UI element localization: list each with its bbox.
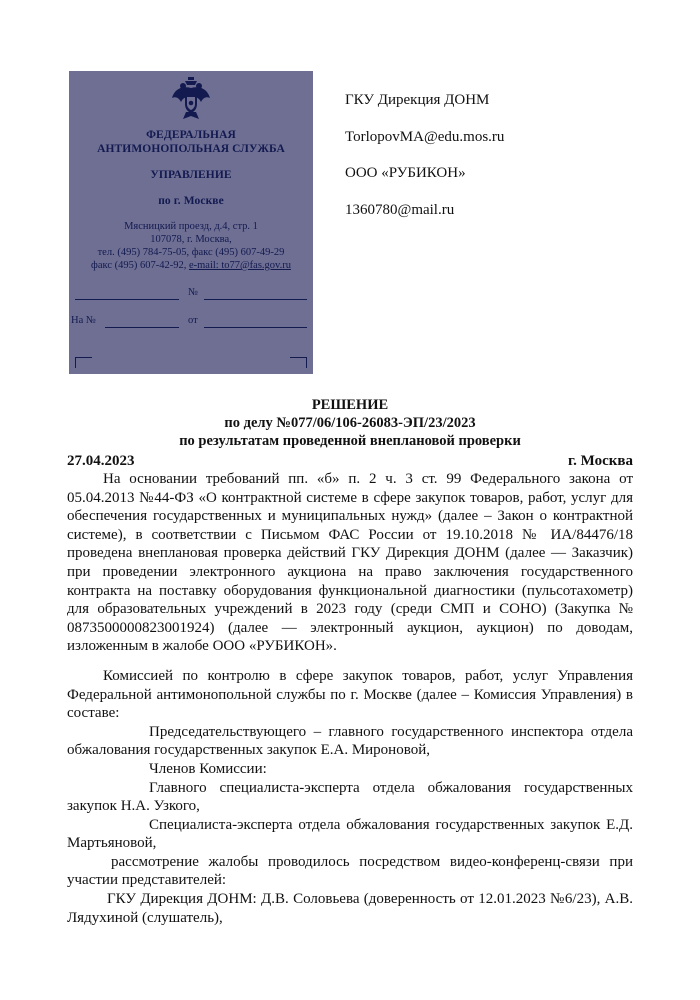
paragraph-member-2: Специалиста-эксперта отдела обжалования государственных закупок Е.Д. Мартьяновой,: [67, 816, 633, 852]
decision-body: [67, 470, 633, 927]
reference-from-label: от: [188, 315, 198, 326]
decision-title: РЕШЕНИЕ: [311, 397, 389, 413]
number-sign-label: №: [188, 287, 199, 298]
addressee-customer-email[interactable]: TorlopovMA@edu.mos.ru: [345, 129, 505, 145]
decision-date-line: [67, 453, 633, 470]
letterhead-org-line-1: ФЕДЕРАЛЬНАЯ: [146, 129, 236, 141]
paragraph-member-1: Главного специалиста-эксперта отдела обжалования государственных закупок Н.А. Узкого,: [67, 779, 633, 815]
letterhead-address-line-2: 107078, г. Москва,: [150, 234, 232, 245]
address-window-corner-right: [290, 357, 307, 368]
letterhead-email-link[interactable]: e-mail: to77@fas.gov.ru: [188, 260, 291, 271]
paragraph-chairman: Председательствующего – главного государственного инспектора отдела обжалования государственных закупок Е.А. Мироновой,: [67, 723, 633, 759]
decision-subtitle: по результатам проведенной внеплановой проверки: [179, 433, 521, 449]
paragraph-commission: Комиссией по контролю в сфере закупок товаров, работ, услуг Управления Федеральной антимонопольной службы по г. Москве (далее – Комиссия Управления) в составе:: [67, 667, 633, 722]
outgoing-number-blank-line: [204, 299, 307, 300]
double-headed-eagle-emblem-icon: [171, 76, 211, 120]
letterhead-phone-line: тел. (495) 784-75-05, факс (495) 607-49-29: [97, 247, 285, 258]
letterhead-fax: факс (495) 607-42-92,: [91, 260, 189, 271]
addressee-customer: ГКУ Дирекция ДОНМ: [345, 92, 490, 108]
letterhead-org-line-2: АНТИМОНОПОЛЬНАЯ СЛУЖБА: [97, 143, 285, 155]
reference-number-blank-line: [105, 327, 179, 328]
letterhead-fax-email-line: [69, 260, 313, 271]
paragraph-vks: рассмотрение жалобы проводилось посредством видео-конференц-связи при участии представителей:: [67, 853, 633, 889]
fas-letterhead-stamp: [69, 71, 313, 374]
decision-date: 27.04.2023: [67, 453, 135, 469]
reference-number-label: На №: [71, 315, 96, 326]
decision-case-number: по делу №077/06/106-26083-ЭП/23/2023: [224, 415, 476, 431]
reference-date-blank-line: [204, 327, 307, 328]
decision-city: г. Москва: [568, 453, 633, 469]
letterhead-region: по г. Москве: [158, 195, 224, 207]
addressee-applicant: ООО «РУБИКОН»: [345, 165, 466, 181]
outgoing-date-blank-line: [75, 299, 179, 300]
paragraph-representatives: ГКУ Дирекция ДОНМ: Д.В. Соловьева (доверенность от 12.01.2023 №6/23), А.В. Лядухиной (слушатель),: [67, 891, 633, 926]
letterhead-address-line-1: Мясницкий проезд, д.4, стр. 1: [124, 221, 258, 232]
paragraph-legal-basis: На основании требований пп. «б» п. 2 ч. 3 ст. 99 Федерального закона от 05.04.2013 №44-ФЗ «О контрактной системе в сфере закупок товаров, работ, услуг для обеспечения государственных и муниципальных нужд» (далее – Закон о контрактной системе), в соответствии с Письмом ФАС России от 19.10.2018 № ИА/84476/18 проведена внеплановая проверка действий ГКУ Дирекция ДОНМ (далее — Заказчик) при проведении электронного аукциона на право заключения государственного контракта на поставку оборудования функциональной диагностики (пульсотахометр) для образовательных учреждений в 2023 году (среди СМП и СОНО) (Закупка № 0873500000823001924) (далее — электронный аукцион, аукцион) по доводам, изложенным в жалобе ООО «РУБИКОН».: [67, 471, 633, 655]
address-window-corner-left: [75, 357, 92, 368]
paragraph-members-heading: Членов Комиссии:: [149, 760, 267, 777]
addressee-applicant-email[interactable]: 1360780@mail.ru: [345, 202, 455, 218]
letterhead-department: УПРАВЛЕНИЕ: [150, 169, 232, 181]
